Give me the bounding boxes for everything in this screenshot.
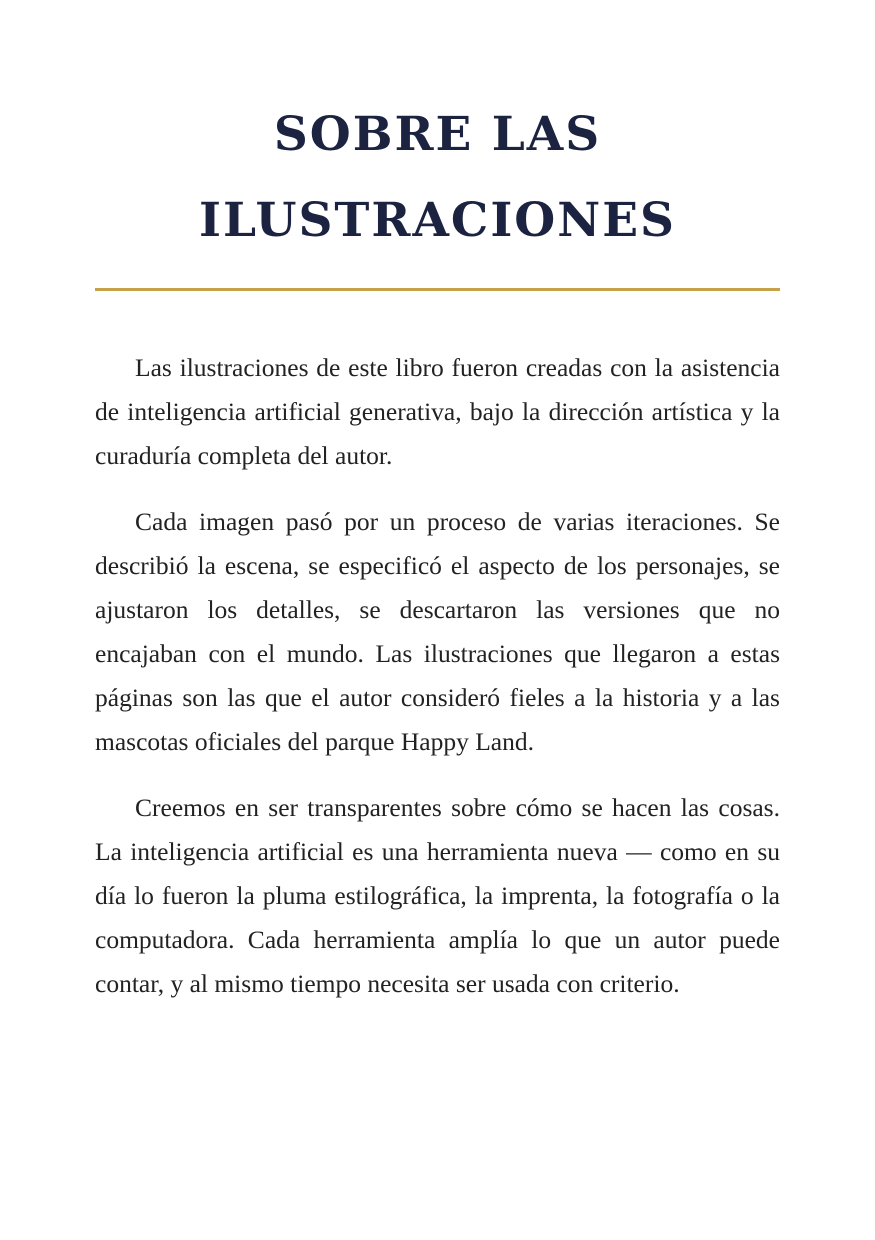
page-title-line-2: ILUSTRACIONES xyxy=(199,193,676,248)
body-text xyxy=(95,346,780,1028)
paragraph-2: Cada imagen pasó por un proceso de varias iteraciones. Se describió la escena, se especificó el aspecto de los personajes, se ajustaron los detalles, se descartaron las versiones que no encajaban con el mundo. Las ilustraciones que llegaron a estas páginas son las que el autor consideró fieles a la historia y a las mascotas oficiales del parque Happy Land. xyxy=(95,507,780,756)
title-divider xyxy=(95,288,780,291)
paragraph-1: Las ilustraciones de este libro fueron creadas con la asistencia de inteligencia artificial generativa, bajo la dirección artística y la curaduría completa del autor. xyxy=(95,353,780,470)
paragraph-3: Creemos en ser transparentes sobre cómo se hacen las cosas. La inteligencia artificial es una herramienta nueva — como en su día lo fueron la pluma estilográfica, la imprenta, la fotografía o la computadora. Cada herramienta amplía lo que un autor puede contar, y al mismo tiempo necesita ser usada con criterio. xyxy=(95,793,780,998)
page-title-line-1: SOBRE LAS xyxy=(273,107,602,162)
page-title xyxy=(95,92,780,264)
